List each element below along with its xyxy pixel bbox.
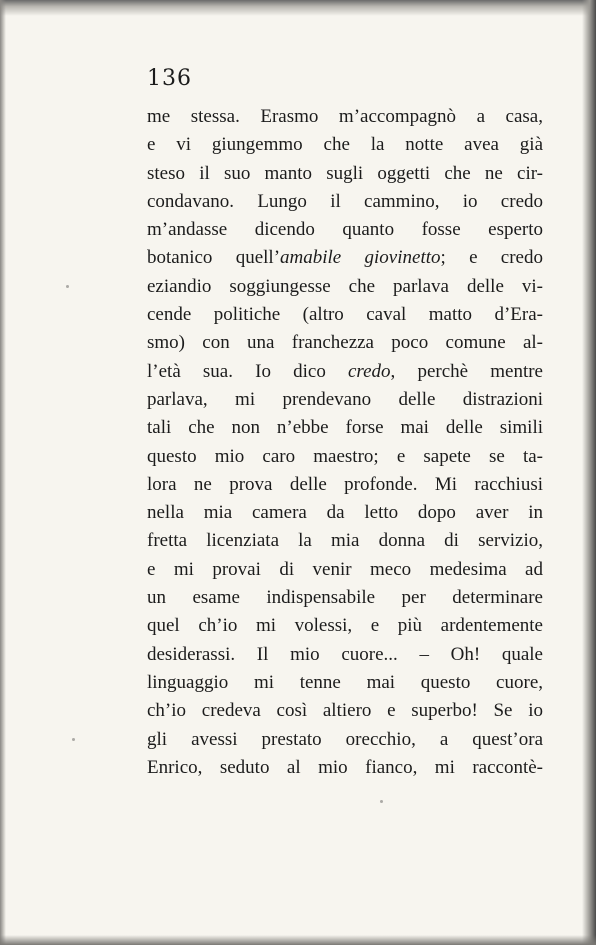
italic-text: credo — [347, 360, 391, 382]
text-segment: gli avessi prestato orecchio, a quest’ora — [147, 728, 543, 750]
text-segment: eziandio soggiungesse che parlava delle vi- — [147, 275, 543, 297]
text-segment: questo mio caro maestro; e sapete se ta- — [147, 445, 543, 467]
text-segment: nella mia camera da letto dopo aver in — [147, 502, 543, 524]
text-segment: e mi provai di venir meco medesima ad — [147, 558, 543, 580]
text-segment: fretta licenziata la mia donna di servizio, — [147, 530, 543, 552]
text-line — [147, 726, 543, 754]
text-line — [147, 414, 543, 442]
body-text — [147, 103, 543, 782]
text-segment: m’andasse dicendo quanto fosse esperto — [147, 219, 543, 241]
text-line — [147, 103, 543, 131]
text-segment: , perchè mentre — [390, 360, 543, 382]
text-segment: steso il suo manto sugli oggetti che ne cir- — [147, 162, 543, 184]
text-segment: linguaggio mi tenne mai questo cuore, — [147, 671, 543, 693]
text-segment: me stessa. Erasmo m’accompagnò a casa, — [147, 106, 543, 127]
text-segment: ; e credo — [440, 247, 543, 269]
text-line — [147, 527, 543, 555]
text-segment: tali che non n’ebbe forse mai delle simili — [147, 417, 543, 439]
italic-text: amabile giovinetto — [280, 247, 441, 269]
text-line — [147, 584, 543, 612]
text-segment: quel ch’io mi volessi, e più ardentemente — [147, 615, 543, 637]
text-segment: ch’io credeva così altiero e superbo! Se io — [147, 700, 543, 722]
text-line — [147, 301, 543, 329]
text-line — [147, 358, 543, 386]
text-segment: condavano. Lungo il cammino, io credo — [147, 190, 543, 212]
text-line — [147, 471, 543, 499]
paper-speck — [380, 800, 383, 803]
text-segment: smo) con una franchezza poco comune al- — [147, 332, 543, 354]
text-line — [147, 641, 543, 669]
text-line — [147, 499, 543, 527]
text-line — [147, 273, 543, 301]
scan-edge-right — [582, 0, 596, 945]
text-line — [147, 697, 543, 725]
text-segment: desiderassi. Il mio cuore... – Oh! quale — [147, 643, 543, 665]
text-segment: e vi giungemmo che la notte avea già — [147, 134, 543, 156]
text-line — [147, 131, 543, 159]
text-line — [147, 188, 543, 216]
text-line — [147, 612, 543, 640]
scan-edge-top — [0, 0, 596, 16]
text-segment: cende politiche (altro caval matto d’Era- — [147, 304, 543, 326]
text-segment: Enrico, seduto al mio fianco, mi raccontè- — [147, 756, 543, 778]
text-line — [147, 556, 543, 584]
text-segment: un esame indispensabile per determinare — [147, 587, 543, 609]
text-segment: botanico quell’ — [147, 247, 281, 269]
paper-speck — [66, 285, 69, 288]
text-segment: l’età sua. Io dico — [147, 360, 348, 382]
text-line — [147, 160, 543, 188]
text-segment: lora ne prova delle profonde. Mi racchiusi — [147, 473, 543, 495]
page-number: 136 — [147, 66, 192, 91]
text-line — [147, 386, 543, 414]
text-line — [147, 244, 543, 272]
text-line — [147, 754, 543, 782]
text-line — [147, 669, 543, 697]
text-line — [147, 329, 543, 357]
text-segment: parlava, mi prendevano delle distrazioni — [147, 388, 543, 410]
scan-edge-left — [0, 0, 6, 945]
text-line — [147, 216, 543, 244]
paper-speck — [72, 738, 75, 741]
scan-edge-bottom — [0, 935, 596, 945]
text-line — [147, 443, 543, 471]
